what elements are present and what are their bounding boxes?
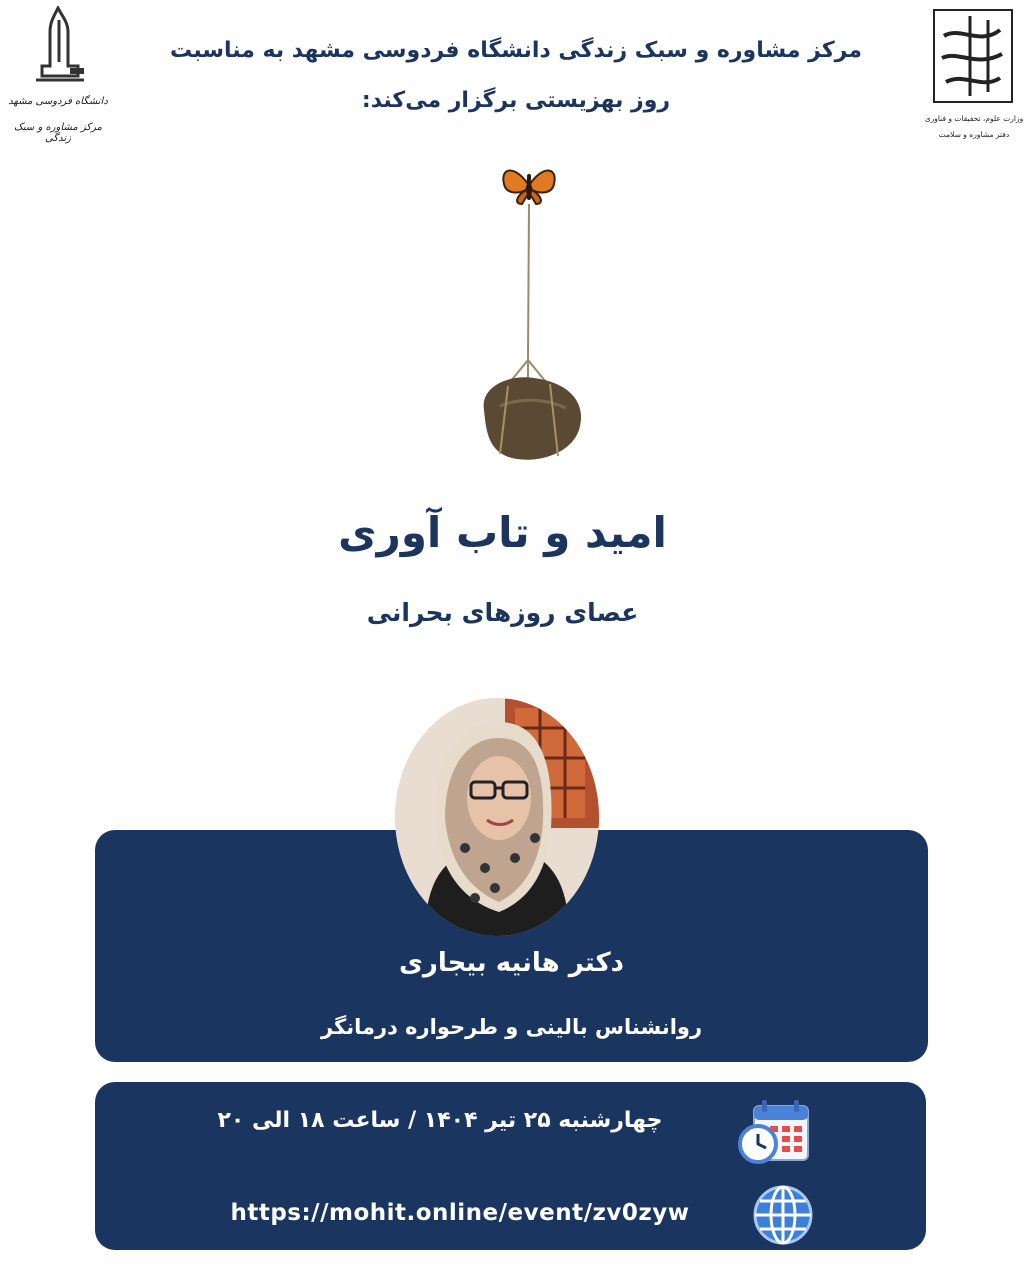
student-affairs-logo: [924, 6, 1024, 146]
header-text: [130, 26, 902, 126]
speaker-name: دکتر هانیه بیجاری: [399, 948, 624, 978]
event-datetime: چهارشنبه ۲۵ تیر ۱۴۰۴ / ساعت ۱۸ الی ۲۰: [217, 1108, 663, 1133]
butterfly-icon: [503, 170, 554, 204]
event-subtitle: عصای روزهای بحرانی: [366, 598, 639, 627]
logo-left-caption-1: دانشگاه فردوسی مشهد: [8, 96, 108, 107]
university-emblem-icon: [28, 6, 90, 86]
calligraphy-emblem-icon: [930, 6, 1018, 106]
calendar-clock-icon: [738, 1098, 814, 1166]
event-link[interactable]: https://mohit.online/event/zv0zyw: [230, 1200, 690, 1226]
ferdowsi-university-logo: [8, 6, 108, 144]
header-line-2: روز بهزیستی برگزار می‌کند:: [361, 88, 671, 113]
butterfly-stone-illustration: [470, 160, 600, 480]
globe-icon: [752, 1184, 814, 1246]
logo-left-caption-2: مرکز مشاوره و سبک زندگی: [13, 122, 103, 144]
header-line-1: مرکز مشاوره و سبک زندگی دانشگاه فردوسی مشهد به مناسبت: [170, 38, 862, 63]
event-title: امید و تاب آوری: [338, 508, 667, 557]
logo-right-caption-2: دفتر مشاوره و سلامت: [938, 130, 1010, 139]
speaker-avatar: [395, 698, 599, 936]
speaker-role: روانشناس بالینی و طرحواره درمانگر: [320, 1015, 703, 1039]
logo-right-caption-1: وزارت علوم، تحقیقات و فناوری: [924, 114, 1024, 123]
